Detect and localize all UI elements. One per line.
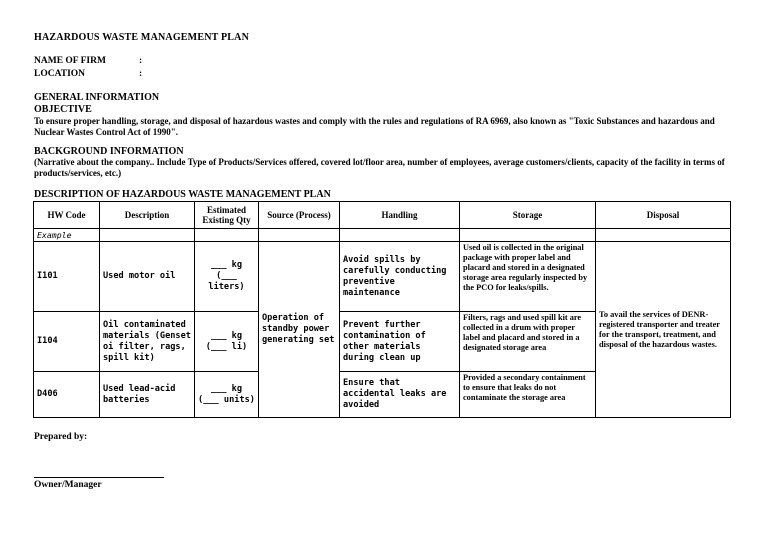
qty-kg: ___ kg — [210, 260, 243, 270]
qty-unit: (___ li) — [205, 341, 248, 352]
field-label-location: LOCATION — [34, 69, 86, 79]
qty-unit: (___ liters) — [208, 271, 245, 292]
description-heading: DESCRIPTION OF HAZARDOUS WASTE MANAGEMENT PLAN — [34, 189, 331, 200]
signatory-label: Owner/Manager — [34, 480, 102, 490]
hw-code-cell: I101 — [34, 242, 100, 312]
table-header-row — [34, 202, 731, 229]
field-label-firm: NAME OF FIRM — [34, 56, 106, 66]
qty-kg: ___ kg — [210, 330, 243, 341]
hw-code-cell: I104 — [34, 312, 100, 372]
background-heading: BACKGROUND INFORMATION — [34, 146, 184, 157]
header-description: Description — [100, 202, 195, 229]
general-info-heading: GENERAL INFORMATION — [34, 92, 160, 103]
qty-unit: (___ units) — [198, 394, 255, 405]
handling-cell: Ensure that accidental leaks are avoided — [340, 372, 460, 418]
document-title: HAZARDOUS WASTE MANAGEMENT PLAN — [34, 32, 250, 43]
header-source: Source (Process) — [259, 202, 340, 229]
prepared-by-label: Prepared by: — [34, 432, 88, 442]
field-colon-firm: : — [139, 56, 143, 66]
header-storage: Storage — [460, 202, 596, 229]
objective-heading: OBJECTIVE — [34, 104, 92, 115]
handling-cell: Avoid spills by carefully conducting preventive maintenance — [340, 242, 460, 312]
description-cell: Oil contaminated materials (Genset oi filter, rags, spill kit) — [100, 312, 195, 372]
qty-kg: ___ kg — [210, 383, 243, 394]
header-hw-code: HW Code — [34, 202, 100, 229]
header-handling: Handling — [340, 202, 460, 229]
header-estimated-qty: Estimated Existing Qty — [195, 202, 259, 229]
handling-cell: Prevent further contamination of other materials during clean up — [340, 312, 460, 372]
disposal-cell: To avail the services of DENR-registered transporter and treater for the transport, treatment, and disposal of the hazardous wastes. — [596, 242, 731, 418]
table-row — [34, 242, 731, 312]
header-disposal: Disposal — [596, 202, 731, 229]
source-cell: Operation of standby power generating set — [259, 242, 340, 418]
hw-code-cell: D406 — [34, 372, 100, 418]
signature-line — [34, 477, 164, 478]
qty-cell — [195, 372, 259, 418]
storage-cell: Provided a secondary containment to ensure that leaks do not contaminate the storage area — [460, 372, 596, 418]
example-row — [34, 229, 731, 242]
objective-text: To ensure proper handling, storage, and disposal of hazardous wastes and comply with the rules and regulations of RA 6969, also known as "Toxic Substances and hazardous and Nuclear Wastes Control Act of 1990". — [34, 116, 715, 137]
storage-cell: Used oil is collected in the original package with proper label and placard and stored in a designated storage area regularly inspected by the PCO for leaks/spills. — [460, 242, 596, 312]
background-text: (Narrative about the company.. Include Type of Products/Services offered, covered lot/floor area, number of employees, average customers/clients, capacity of the facility in terms of products/services, etc.) — [34, 157, 725, 178]
qty-cell — [195, 242, 259, 312]
storage-cell: Filters, rags and used spill kit are collected in a drum with proper label and placard and stored in a designated storage area — [460, 312, 596, 372]
qty-cell — [195, 312, 259, 372]
example-label: Example — [34, 229, 100, 242]
field-colon-location: : — [139, 69, 143, 79]
description-cell: Used motor oil — [100, 242, 195, 312]
description-cell: Used lead-acid batteries — [100, 372, 195, 418]
hw-plan-table — [33, 201, 731, 418]
